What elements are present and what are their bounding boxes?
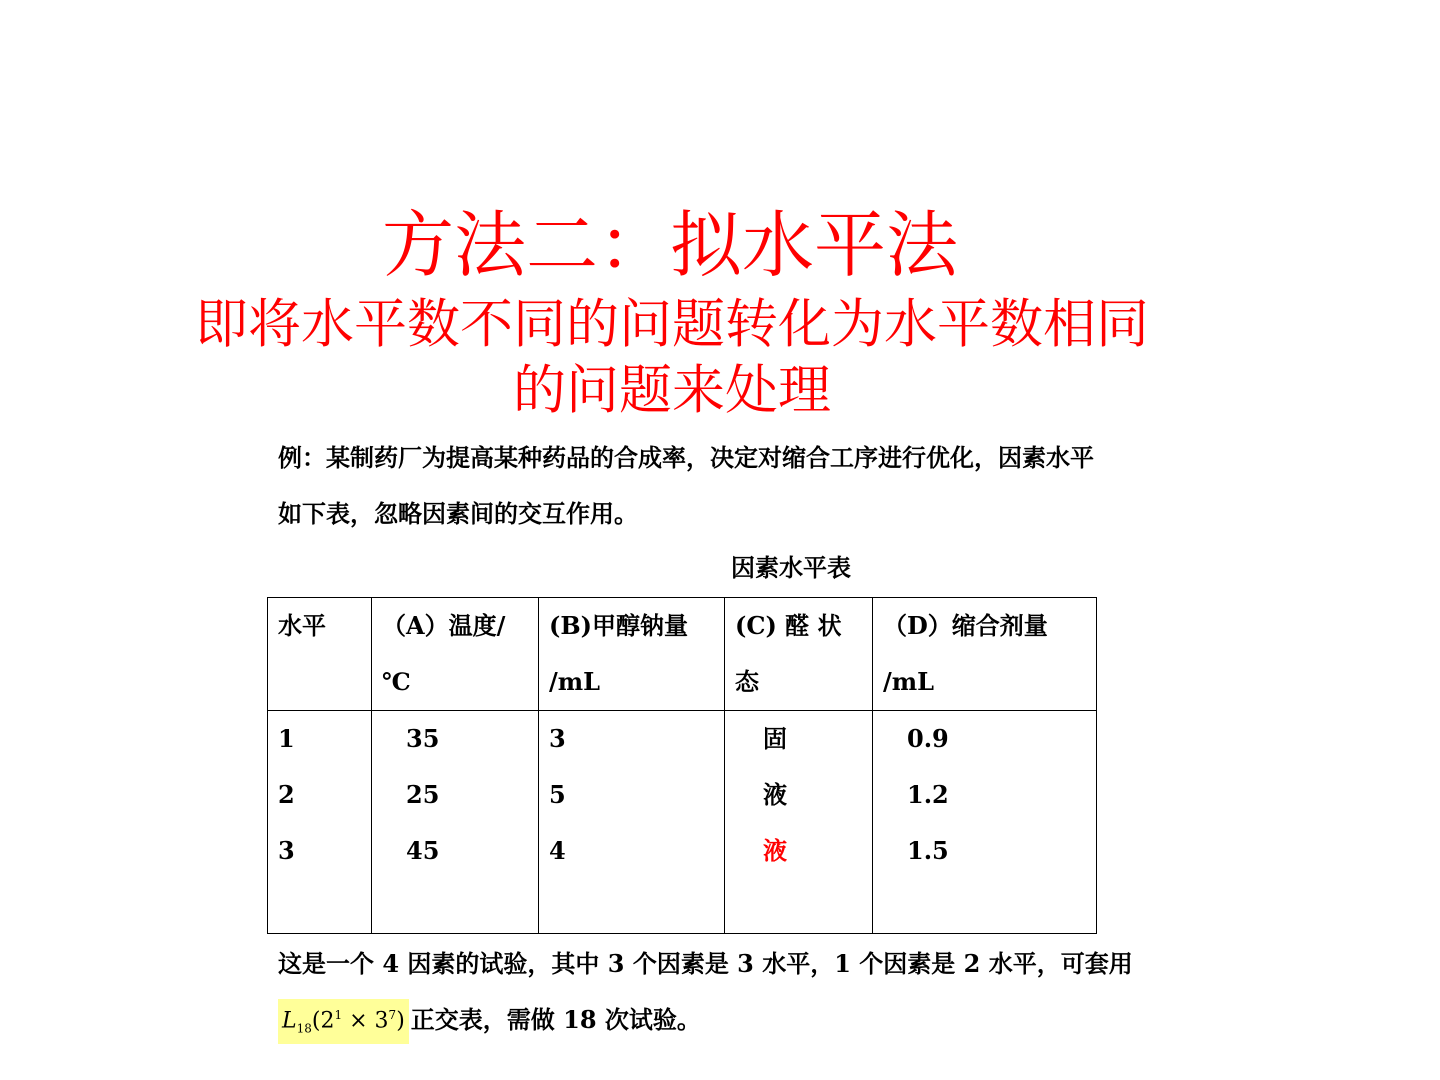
b-value-1: 3 xyxy=(549,724,566,753)
header-c-aldehyde-state: (C) 醛 状 态 xyxy=(725,598,873,711)
level-2: 2 xyxy=(278,780,295,809)
a-value-3: 45 xyxy=(406,836,440,865)
column-b-values xyxy=(539,711,725,934)
example-intro xyxy=(278,430,1278,542)
b-value-2: 5 xyxy=(549,780,566,809)
column-a-values xyxy=(372,711,539,934)
orthogonal-array-formula: $L_{18}(2^1 \times 3^7)$ xyxy=(278,999,409,1045)
d-value-3: 1.5 xyxy=(907,836,949,865)
header-a-temperature: （A）温度/ ℃ xyxy=(372,598,539,711)
b-value-3: 4 xyxy=(549,836,566,865)
slide-subtitle-line1: 即将水平数不同的问题转化为水平数相同 xyxy=(195,294,1149,355)
conclusion-line1: 这是一个 4 因素的试验，其中 3 个因素是 3 水平，1 个因素是 2 水平，可套用 xyxy=(278,949,1133,978)
header-level: 水平 xyxy=(268,598,372,711)
intro-line2: 如下表，忽略因素间的交互作用。 xyxy=(278,499,638,528)
level-3: 3 xyxy=(278,836,295,865)
intro-line1: 例：某制药厂为提高某种药品的合成率，决定对缩合工序进行优化，因素水平 xyxy=(278,443,1094,472)
table-data-row xyxy=(268,711,1097,934)
header-b-methoxide: (B)甲醇钠量 /mL xyxy=(539,598,725,711)
column-level-values xyxy=(268,711,372,934)
d-value-1: 0.9 xyxy=(907,724,949,753)
factor-level-table xyxy=(267,597,1097,934)
slide-title: 方法二：拟水平法 xyxy=(381,203,958,287)
column-c-values xyxy=(725,711,873,934)
conclusion-text xyxy=(278,936,1278,1048)
c-value-2: 液 xyxy=(763,780,787,809)
conclusion-line2 xyxy=(278,992,1278,1048)
table-header-row xyxy=(268,598,1097,711)
c-value-1: 固 xyxy=(763,724,787,753)
table-caption: 因素水平表 xyxy=(731,553,851,582)
a-value-2: 25 xyxy=(406,780,440,809)
header-d-condensing-agent: （D）缩合剂量 /mL xyxy=(873,598,1097,711)
a-value-1: 35 xyxy=(406,724,440,753)
column-d-values xyxy=(873,711,1097,934)
d-value-2: 1.2 xyxy=(907,780,949,809)
c-value-3-highlighted: 液 xyxy=(763,836,787,865)
slide-subtitle-line2: 的问题来处理 xyxy=(513,360,831,421)
level-1: 1 xyxy=(278,724,295,753)
conclusion-line2-text: 正交表，需做 18 次试验。 xyxy=(410,1005,701,1034)
